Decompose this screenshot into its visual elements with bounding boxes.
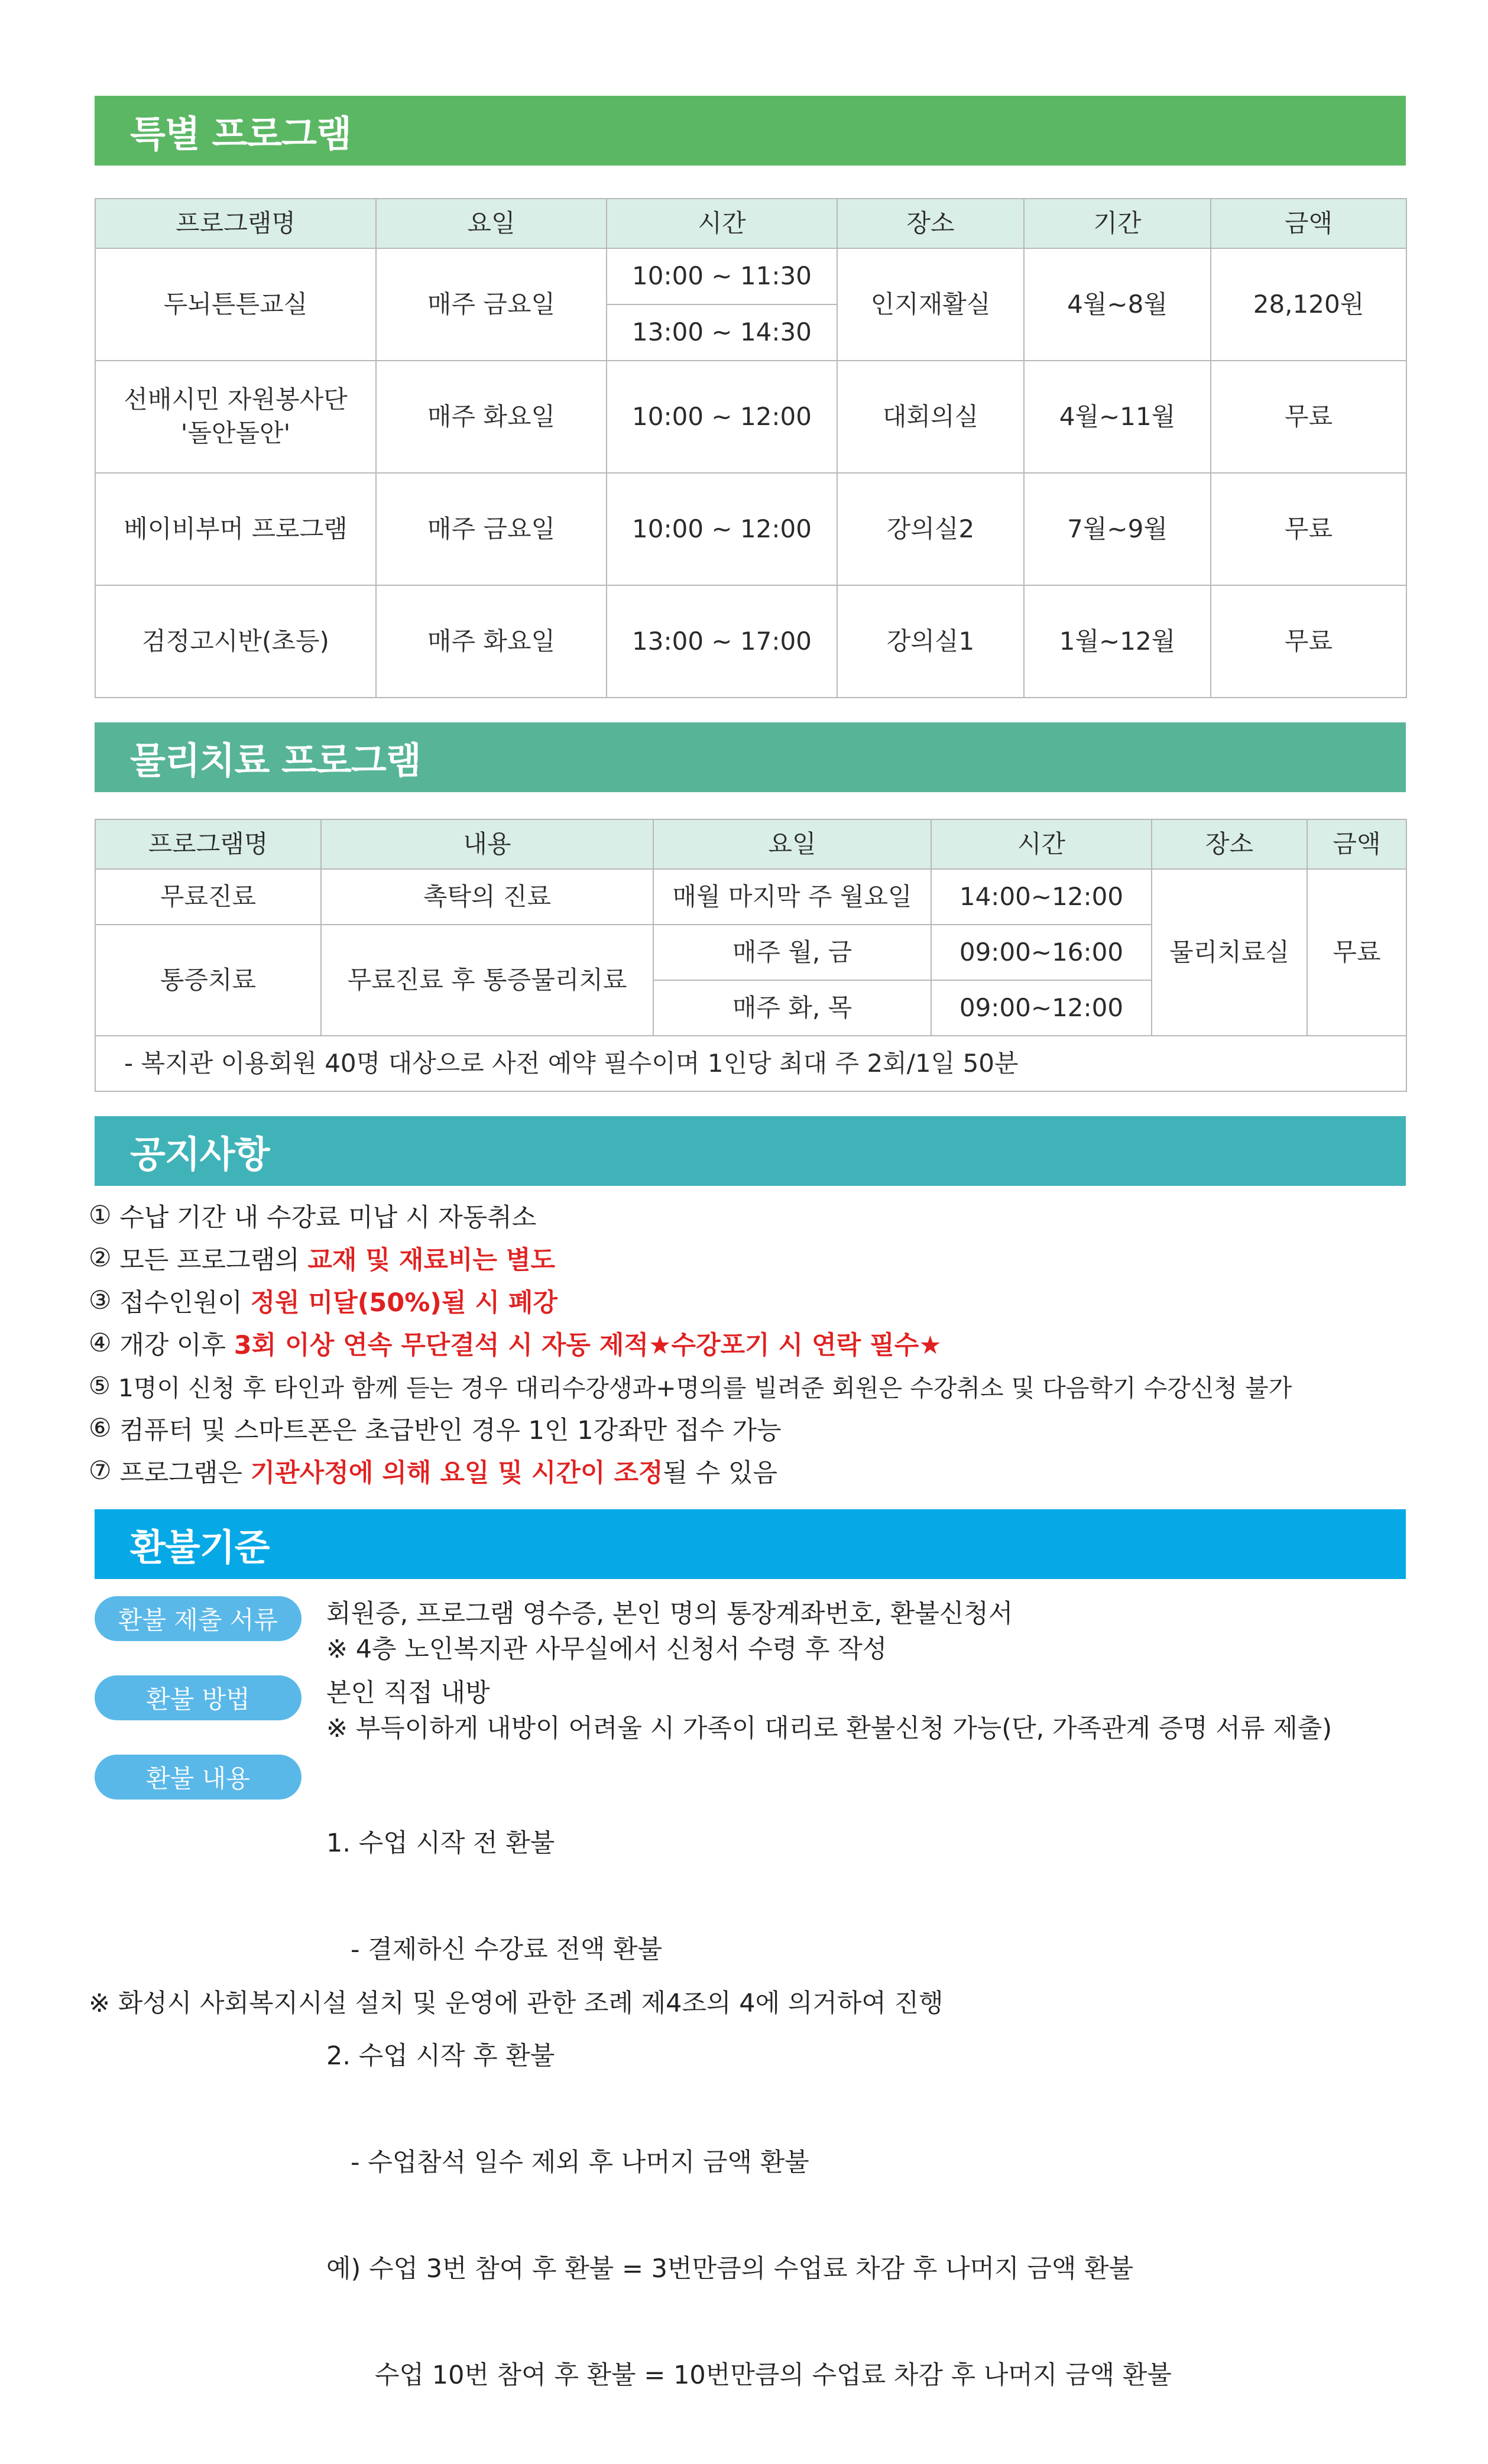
place-cell: 강의실1 bbox=[837, 585, 1024, 698]
fee-cell: 무료 bbox=[1211, 473, 1406, 585]
physio-program-table bbox=[95, 819, 1407, 1092]
notice-list bbox=[89, 1194, 1437, 1492]
col-header: 장소 bbox=[1152, 819, 1307, 869]
period-cell: 7월~9월 bbox=[1024, 473, 1211, 585]
program-name-cell: 무료진료 bbox=[95, 869, 321, 925]
notice-item bbox=[89, 1194, 1437, 1237]
time-cell: 13:00 ~ 17:00 bbox=[607, 585, 837, 698]
refund-content-line: - 결제하신 수강료 전액 환불 bbox=[326, 1935, 663, 1964]
refund-content-text bbox=[326, 1755, 1172, 2464]
content-cell: 무료진료 후 통증물리치료 bbox=[321, 925, 653, 1036]
col-header: 프로그램명 bbox=[95, 199, 376, 248]
table-row bbox=[95, 869, 1406, 925]
notice-highlight: 교재 및 재료비는 별도 bbox=[307, 1245, 556, 1275]
time-cell: 10:00 ~ 12:00 bbox=[607, 473, 837, 585]
table-row bbox=[95, 585, 1406, 698]
time-cell: 09:00~16:00 bbox=[931, 925, 1152, 980]
fee-cell: 무료 bbox=[1211, 585, 1406, 698]
place-cell: 인지재활실 bbox=[837, 248, 1024, 361]
time-cell: 14:00~12:00 bbox=[931, 869, 1152, 925]
notice-number: ⑤ bbox=[89, 1372, 111, 1400]
program-name-cell: 선배시민 자원봉사단 '돌안돌안' bbox=[95, 361, 376, 473]
refund-method-line: ※ 부득이하게 내방이 어려울 시 가족이 대리로 환불신청 가능(단, 가족관계 증명 서류 제출) bbox=[326, 1714, 1333, 1743]
fee-cell: 무료 bbox=[1211, 361, 1406, 473]
period-cell: 1월~12월 bbox=[1024, 585, 1211, 698]
table-row bbox=[95, 361, 1406, 473]
refund-docs-label: 환불 제출 서류 bbox=[95, 1596, 302, 1641]
notice-text-tail: 될 수 있음 bbox=[663, 1458, 778, 1488]
col-header: 내용 bbox=[321, 819, 653, 869]
footer-note: ※ 화성시 사회복지시설 설치 및 운영에 관한 조례 제4조의 4에 의거하여 진행 bbox=[89, 1989, 944, 2018]
notice-number: ⑥ bbox=[89, 1413, 112, 1443]
table-row bbox=[95, 473, 1406, 585]
col-header: 장소 bbox=[837, 199, 1024, 248]
notice-item bbox=[89, 1322, 1437, 1364]
notice-highlight: 기관사정에 의해 요일 및 시간이 조정 bbox=[250, 1458, 663, 1488]
fee-cell: 무료 bbox=[1307, 869, 1406, 1036]
refund-content-line: 예) 수업 3번 참여 후 환불 = 3번만큼의 수업료 차감 후 나머지 금액 환불 bbox=[326, 2254, 1134, 2284]
notice-number: ④ bbox=[89, 1328, 112, 1358]
refund-method-text bbox=[326, 1675, 1332, 1746]
table-note-row bbox=[95, 1036, 1406, 1091]
notice-number: ② bbox=[89, 1243, 112, 1273]
notice-item bbox=[89, 1279, 1437, 1322]
notice-highlight: 정원 미달(50%)될 시 폐강 bbox=[250, 1288, 558, 1318]
refund-content-line: 수업 10번 참여 후 환불 = 10번만큼의 수업료 차감 후 나머지 금액 환불 bbox=[326, 2361, 1172, 2390]
period-cell: 4월~11월 bbox=[1024, 361, 1211, 473]
col-header: 금액 bbox=[1211, 199, 1406, 248]
day-cell: 매월 마지막 주 월요일 bbox=[653, 869, 931, 925]
notice-text: 수납 기간 내 수강료 미납 시 자동취소 bbox=[119, 1202, 537, 1233]
table-header-row bbox=[95, 199, 1406, 248]
day-cell: 매주 금요일 bbox=[376, 248, 607, 361]
refund-content-line: - 수업참석 일수 제외 후 나머지 금액 환불 bbox=[326, 2148, 809, 2177]
notice-text: 1명이 신청 후 타인과 함께 듣는 경우 대리수강생과+명의를 빌려준 회원은 수강취소 및 다음학기 수강신청 불가 bbox=[118, 1373, 1292, 1402]
program-name-cell: 검정고시반(초등) bbox=[95, 585, 376, 698]
time-cell: 13:00 ~ 14:30 bbox=[607, 304, 837, 361]
notice-header: 공지사항 bbox=[95, 1116, 1406, 1186]
physio-note: - 복지관 이용회원 40명 대상으로 사전 예약 필수이며 1인당 최대 주 2회/1일 50분 bbox=[95, 1036, 1406, 1091]
notice-number: ③ bbox=[89, 1286, 112, 1315]
notice-text: 프로그램은 bbox=[119, 1458, 242, 1488]
notice-item bbox=[89, 1407, 1437, 1450]
notice-number: ① bbox=[89, 1201, 112, 1230]
refund-method-label: 환불 방법 bbox=[95, 1675, 302, 1720]
notice-text: 컴퓨터 및 스마트폰은 초급반인 경우 1인 1강좌만 접수 가능 bbox=[119, 1415, 782, 1445]
col-header: 금액 bbox=[1307, 819, 1406, 869]
place-cell: 물리치료실 bbox=[1152, 869, 1307, 1036]
refund-method-line: 본인 직접 내방 bbox=[326, 1678, 490, 1708]
time-cell: 10:00 ~ 11:30 bbox=[607, 248, 837, 304]
col-header: 프로그램명 bbox=[95, 819, 321, 869]
col-header: 시간 bbox=[607, 199, 837, 248]
content-cell: 촉탁의 진료 bbox=[321, 869, 653, 925]
refund-docs-text bbox=[326, 1596, 1013, 1667]
col-header: 시간 bbox=[931, 819, 1152, 869]
program-name-cell: 통증치료 bbox=[95, 925, 321, 1036]
day-cell: 매주 화, 목 bbox=[653, 980, 931, 1036]
notice-item bbox=[89, 1364, 1437, 1407]
day-cell: 매주 월, 금 bbox=[653, 925, 931, 980]
fee-cell: 28,120원 bbox=[1211, 248, 1406, 361]
notice-text: 개강 이후 bbox=[119, 1330, 226, 1360]
day-cell: 매주 금요일 bbox=[376, 473, 607, 585]
notice-text: 접수인원이 bbox=[119, 1288, 242, 1318]
refund-content-line: 2. 수업 시작 후 환불 bbox=[326, 2041, 555, 2071]
physio-program-header: 물리치료 프로그램 bbox=[95, 722, 1406, 792]
program-name-cell: 베이비부머 프로그램 bbox=[95, 473, 376, 585]
col-header: 요일 bbox=[653, 819, 931, 869]
place-cell: 대회의실 bbox=[837, 361, 1024, 473]
special-program-header: 특별 프로그램 bbox=[95, 96, 1406, 166]
time-cell: 10:00 ~ 12:00 bbox=[607, 361, 837, 473]
col-header: 기간 bbox=[1024, 199, 1211, 248]
refund-header: 환불기준 bbox=[95, 1509, 1406, 1579]
notice-highlight: 3회 이상 연속 무단결석 시 자동 제적★수강포기 시 연락 필수★ bbox=[234, 1330, 942, 1360]
special-program-table bbox=[95, 198, 1407, 698]
time-cell: 09:00~12:00 bbox=[931, 980, 1152, 1036]
notice-text: 모든 프로그램의 bbox=[119, 1245, 300, 1275]
table-header-row bbox=[95, 819, 1406, 869]
col-header: 요일 bbox=[376, 199, 607, 248]
refund-docs-line: 회원증, 프로그램 영수증, 본인 명의 통장계좌번호, 환불신청서 bbox=[326, 1599, 1013, 1629]
refund-content-label: 환불 내용 bbox=[95, 1755, 302, 1800]
day-cell: 매주 화요일 bbox=[376, 585, 607, 698]
day-cell: 매주 화요일 bbox=[376, 361, 607, 473]
program-name-cell: 두뇌튼튼교실 bbox=[95, 248, 376, 361]
refund-docs-line: ※ 4층 노인복지관 사무실에서 신청서 수령 후 작성 bbox=[326, 1635, 887, 1664]
table-row bbox=[95, 248, 1406, 304]
notice-item bbox=[89, 1237, 1437, 1279]
notice-item bbox=[89, 1450, 1437, 1492]
notice-number: ⑦ bbox=[89, 1456, 112, 1486]
period-cell: 4월~8월 bbox=[1024, 248, 1211, 361]
refund-content-line: 1. 수업 시작 전 환불 bbox=[326, 1828, 555, 1858]
place-cell: 강의실2 bbox=[837, 473, 1024, 585]
